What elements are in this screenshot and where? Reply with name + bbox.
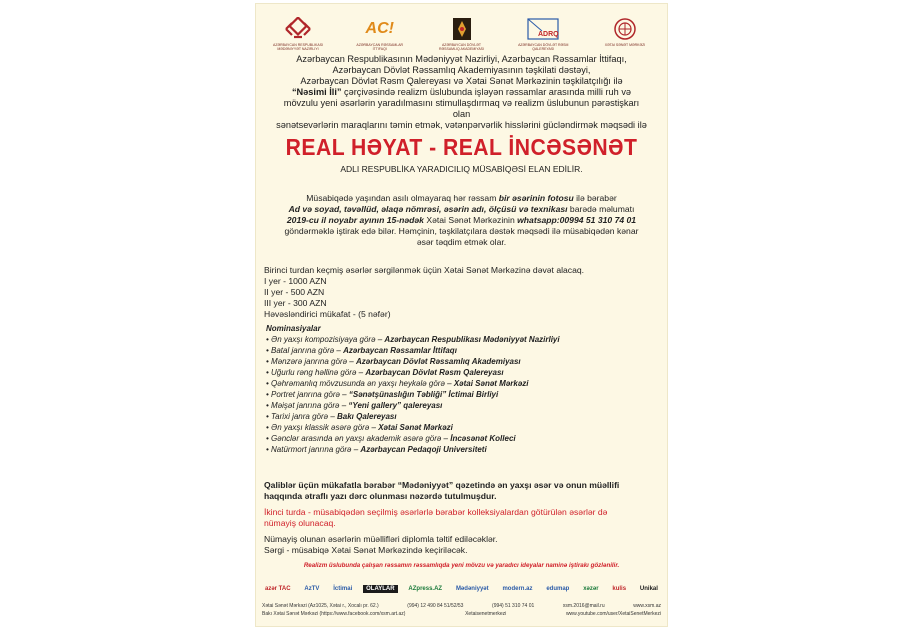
azertac-logo-icon: azər TAC — [265, 586, 291, 592]
svg-text:ADRQ: ADRQ — [538, 31, 559, 38]
award-first: I yer - 1000 AZN — [264, 276, 327, 286]
media-partners — [262, 580, 661, 598]
logo-xatai: XƏTAI SƏNƏT MƏRKƏZI — [593, 16, 657, 47]
list-item: • Uğurlu rəng həllinə görə – Azərbaycan Dövlət Rəsm Qalereyası — [266, 368, 504, 377]
logo-gallery: ADRQ AZƏRBAYCAN DÖVLƏT RƏSM QALEREYASI — [511, 16, 575, 51]
az-tv-logo-icon: AzTV — [304, 586, 320, 592]
instagram-link[interactable]: Xetaisenetmerkezi — [465, 611, 507, 617]
awards-section: Birinci turdan keçmiş əsərlər sərgilənmək üçün Xətai Sənət Mərkəzinə dəvət alacaq. I yer - 1000 AZN II yer - 500 AZN III yer - 300 AZN Həvəsləndirici mükafat - (5 nəfər) — [264, 265, 657, 320]
page-title: REAL HƏYAT - REAL İNCƏSƏNƏT — [285, 134, 638, 160]
aci-logo-icon: AC! — [365, 20, 394, 37]
address-text: Xətai Sənət Mərkəzi (Az1025, Xətai r., Xocalı pr. 62.) — [262, 603, 379, 609]
list-item: • Batal janrına görə – Azərbaycan Rəssamlar İttifaqı — [266, 346, 457, 355]
page-subtitle: ADLI RESPUBLİKA YARADICILIQ MÜSABİQƏSİ ELAN EDİLİR. — [340, 164, 583, 174]
email-link[interactable]: xsm.2016@mail.ru — [562, 603, 605, 609]
nominations-heading: Nominasiyalar — [266, 324, 321, 333]
azpress-logo-icon: AZpress.AZ — [408, 586, 443, 592]
list-item: • Natürmort janrına görə – Azərbaycan Pedaqoji Universiteti — [266, 445, 487, 454]
participation-paragraph: Müsabiqədə yaşından asılı olmayaraq hər rəssam bir əsərinin fotosu ilə bərabər Ad və soyad, təvəllüd, əlaqə nömrəsi, əsərin adı, ölçüsü və texnikası barədə məlumatı 2019-cu il noyabr ayının 15-nədək Xətai Sənət Mərkəzinin whatsapp:00994 51 310 74 01 göndərməklə iştirak edə bilər. Həmçinin, təşkilatçılara dəstək məqsədi ilə müsabiqədən kənar əsər təqdim etmək olar. — [284, 193, 639, 247]
xazar-logo-icon: xəzər — [583, 586, 599, 592]
kulis-logo-icon: kulis — [612, 586, 627, 592]
list-item: • Portret janrına görə – “Sənətşünaslığın Təbliği” İctimai Birliyi — [266, 390, 499, 399]
award-third: III yer - 300 AZN — [264, 298, 327, 308]
competition-poster — [256, 4, 667, 626]
whatsapp-text: (994) 51 310 74 01 — [492, 603, 535, 609]
unikal-logo-icon: Unikal — [639, 586, 658, 592]
medeniyyet-logo-icon: Mədəniyyət — [455, 586, 489, 592]
edumap-logo-icon: edumap — [546, 586, 570, 592]
closing-section: Qaliblər üçün mükafatla bərabər “Mədəniyyət” qəzetində ən yaxşı əsər və onun müəllifi haqqında ətraflı yazı dərc olunması nəzərdə tutulmuşdur. İkinci turda - müsabiqədən seçilmiş əsərlərlə bərabər kolleksiyalardan götürülən əsərlər də nümayiş olunacaq. Nümayiş olunan əsərlərin müəllifləri diplomla təltif ediləcəklər. Sərgi - müsabiqə Xətai Sənət Mərkəzində keçiriləcək. — [264, 480, 620, 555]
intro-paragraph: Azərbaycan Respublikasının Mədəniyyət Nazirliyi, Azərbaycan Rəssamlar İttifaqı, Azərbaycan Dövlət Rəssamlıq Akademiyasının təşkilati dəstəyi, Azərbaycan Dövlət Rəsm Qalereyası və Xətai Sənət Mərkəzinin təşkilatçılığı ilə “Nəsimi İli” çərçivəsində realizm üslubunda işləyən rəssamlar arasında milli ruh və mövzulu yeni əsərlərin yaradılmasını stimullaşdırmaq və realizm üslubunun pərəstişkarı olan sənətsevərlərin maraqlarını təmin etmək, vətənpərvərlik hisslərini gücləndirmək məqsədi ilə — [276, 54, 647, 130]
list-item: • Gənclər arasında ən yaxşı akademik əsərə görə – İncəsənət Kolleci — [266, 434, 516, 443]
slogan: Realizm üslubunda çalışan rəssamın rəssamlıqda yeni mövzu və yaradıcı ideyalar naminə iştirakı gözlənilir. — [303, 562, 620, 569]
logo-ministry: AZƏRBAYCAN RESPUBLIKASI MƏDƏNIYYƏT NAZIRLIYI — [266, 16, 330, 51]
modern-az-logo-icon: modern.az — [502, 586, 533, 592]
list-item: • Məişət janrına görə – “Yeni gallery” qalereyası — [266, 401, 443, 410]
olaylar-logo-icon: OLAYLAR — [363, 585, 397, 593]
list-item: • Tarixi janra görə – Bakı Qalereyası — [266, 412, 397, 421]
phone-text: (994) 12 490 84 51/52/53 — [407, 603, 464, 609]
adrq-logo-icon — [526, 16, 560, 42]
logo-artists-union: AC! AZƏRBAYCAN RƏSSAMLAR İTTIFAQI — [348, 16, 412, 51]
award-encouragement: Həvəsləndirici mükafat - (5 nəfər) — [264, 309, 391, 319]
award-second: II yer - 500 AZN — [264, 287, 325, 297]
list-item: • Ən yaxşı klassik əsərə görə – Xətai Sənət Mərkəzi — [266, 423, 453, 432]
list-item: • Qəhrəmanlıq mövzusunda ən yaxşı heykələ görə – Xətai Sənət Mərkəzi — [266, 379, 529, 388]
contact-footer — [262, 602, 661, 618]
academy-emblem-icon — [452, 16, 472, 42]
list-item: • Ən yaxşı kompozisiyaya görə – Azərbaycan Respublikası Mədəniyyət Nazirliyi — [266, 335, 560, 344]
list-item: • Mənzərə janrına görə – Azərbaycan Dövlət Rəssamlıq Akademiyası — [266, 357, 521, 366]
nominations-list — [266, 323, 657, 455]
organizer-logos — [266, 16, 657, 56]
logo-academy: AZƏRBAYCAN DÖVLƏT RƏSSAMLIQ AKADEMIYASI — [430, 16, 494, 51]
youtube-link[interactable]: www.youtube.com/user/XetaiSenetMerkezi — [565, 611, 661, 617]
knot-ornament-icon — [283, 16, 313, 42]
xatai-seal-icon — [613, 16, 637, 42]
website-link[interactable]: www.xsm.az — [633, 603, 661, 609]
ictimai-tv-logo-icon: İctimai — [333, 586, 353, 592]
facebook-link[interactable]: Bakı Xətai Sənət Mərkəzi (https://www.facebook.com/xsm.art.az) — [262, 611, 406, 617]
